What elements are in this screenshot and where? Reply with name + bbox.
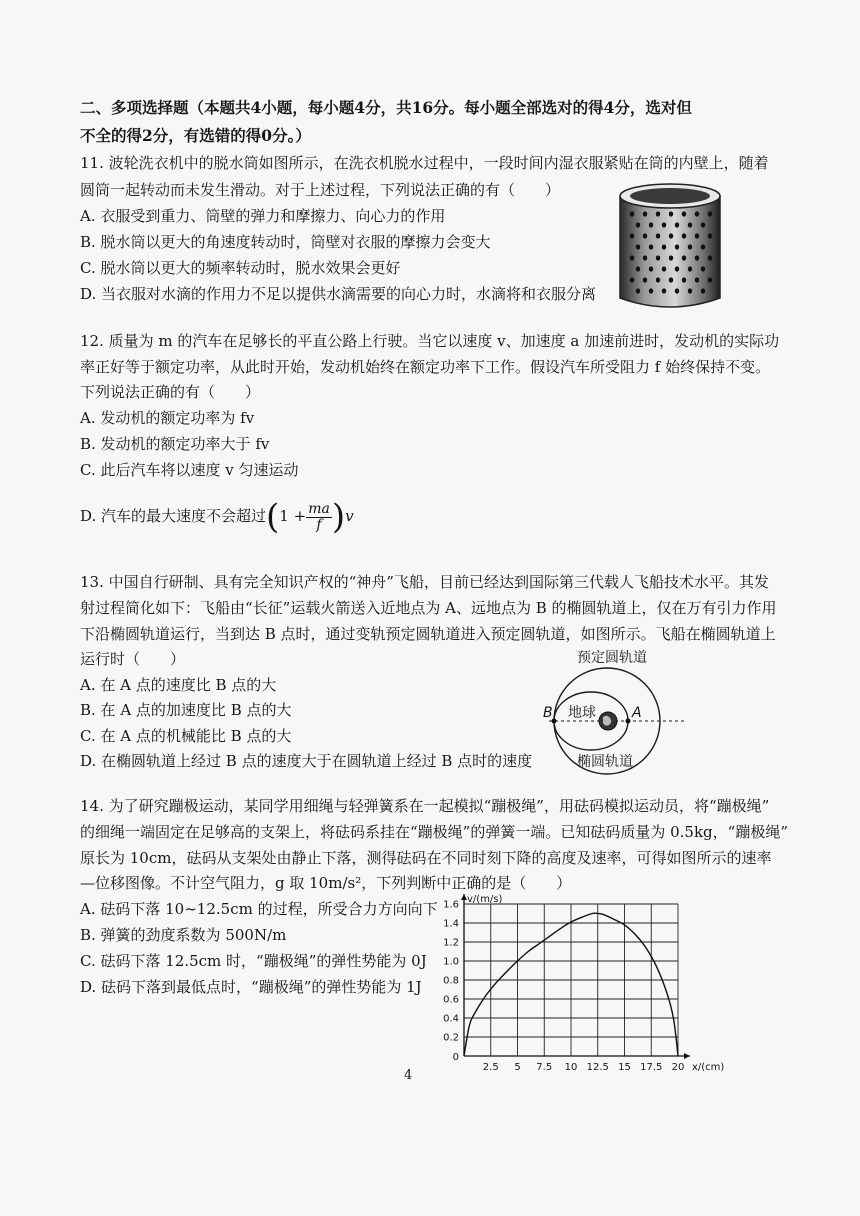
- x-tick-label: 7.5: [536, 1062, 553, 1073]
- q11-stem-line2: 圆筒一起转动而未发生滑动。对于上述过程，下列说法正确的有（ ）: [80, 181, 561, 199]
- q12-option-b: B. 发动机的额定功率大于 fv: [80, 435, 270, 453]
- q12-option-d-prefix: D. 汽车的最大速度不会超过: [80, 507, 267, 525]
- drum-hole: [688, 266, 692, 271]
- drum-hole: [656, 255, 660, 260]
- q12-stem-line1: 12. 质量为 m 的汽车在足够长的平直公路上行驶。当它以速度 v、加速度 a 加速前进时，发动机的实际功: [80, 332, 780, 350]
- q13-stem-line4: 运行时（ ）: [80, 650, 186, 668]
- x-tick-label: 10: [564, 1062, 578, 1073]
- drum-hole: [636, 266, 640, 271]
- q12-option-d-one-plus: 1 +: [279, 507, 307, 525]
- y-tick-label: 0.2: [443, 1032, 459, 1044]
- drum-hole: [701, 222, 705, 227]
- drum-hole: [675, 244, 679, 249]
- chart-axes: [461, 894, 690, 1059]
- drum-hole: [701, 244, 705, 249]
- chart-x-axis-label: x/(cm): [692, 1062, 725, 1073]
- drum-hole: [649, 222, 653, 227]
- drum-hole: [669, 255, 673, 260]
- page-number: 4: [404, 1068, 413, 1083]
- y-tick-label: 0.8: [443, 975, 459, 987]
- chart-grid: [464, 904, 678, 1056]
- drum-hole: [682, 277, 686, 282]
- fraction-numerator: ma: [308, 500, 330, 517]
- point-a-label: A: [632, 705, 642, 721]
- q14-stem-line2: 的细绳一端固定在足够高的支架上，将砝码系挂在“蹦极绳”的弹簧一端。已知砝码质量为 0.5kg，“蹦极绳”: [80, 823, 788, 841]
- drum-hole: [636, 244, 640, 249]
- drum-hole: [643, 255, 647, 260]
- drum-hole: [656, 277, 660, 282]
- drum-hole: [682, 233, 686, 238]
- q12-option-a: A. 发动机的额定功率为 fv: [80, 409, 255, 427]
- ellipse-orbit-label: 椭圆轨道: [577, 754, 633, 770]
- drum-hole: [675, 266, 679, 271]
- drum-hole: [662, 244, 666, 249]
- x-tick-label: 2.5: [482, 1062, 499, 1073]
- x-axis-arrow: [684, 1053, 690, 1059]
- drum-hole: [630, 255, 634, 260]
- drum-hole: [682, 211, 686, 216]
- origin-label: 0: [452, 1052, 459, 1063]
- drum-hole: [701, 266, 705, 271]
- q14-option-d: D. 砝码下落到最低点时，“蹦极绳”的弹性势能为 1J: [80, 978, 422, 996]
- fraction-ma-over-f: [306, 502, 332, 533]
- x-tick-label: 17.5: [640, 1062, 663, 1073]
- orbit-diagram: [535, 646, 695, 776]
- drum-hole: [695, 255, 699, 260]
- drum-hole: [675, 288, 679, 293]
- drum-hole: [695, 233, 699, 238]
- q14-stem-line3: 原长为 10cm，砝码从支架处由静止下落，测得砝码在不同时刻下降的高度及速率，可得如图所示的速率: [80, 849, 772, 867]
- q13-stem-line2: 射过程简化如下：飞船由“长征”运载火箭送入近地点为 A、远地点为 B 的椭圆轨道上，仅在万有引力作用: [80, 599, 777, 617]
- x-tick-label: 20: [671, 1062, 685, 1073]
- drum-hole: [708, 233, 712, 238]
- drum-hole: [688, 244, 692, 249]
- left-paren: (: [266, 497, 280, 537]
- drum-hole: [662, 266, 666, 271]
- y-tick-label: 1.6: [443, 899, 459, 911]
- q12-stem-line3: 下列说法正确的有（ ）: [80, 383, 261, 401]
- drum-hole: [636, 288, 640, 293]
- drum-hole: [701, 288, 705, 293]
- q11-option-c: C. 脱水筒以更大的频率转动时，脱水效果会更好: [80, 259, 401, 277]
- drum-hole: [695, 277, 699, 282]
- q13-stem-line3: 下沿椭圆轨道运行，当到达 B 点时，通过变轨预定圆轨道进入预定圆轨道，如图所示。飞船在椭圆轨道上: [80, 625, 776, 643]
- drum-hole: [649, 244, 653, 249]
- drum-hole: [669, 277, 673, 282]
- x-tick-label: 12.5: [586, 1062, 609, 1073]
- chart-y-axis-label: v/(m/s): [467, 894, 503, 905]
- q13-option-d: D. 在椭圆轨道上经过 B 点的速度大于在圆轨道上经过 B 点时的速度: [80, 752, 533, 770]
- q14-option-c: C. 砝码下落 12.5cm 时，“蹦极绳”的弹性势能为 0J: [80, 952, 427, 970]
- drum-hole: [643, 233, 647, 238]
- q13-option-c: C. 在 A 点的机械能比 B 点的大: [80, 727, 292, 745]
- drum-hole: [695, 211, 699, 216]
- q12-stem-line2: 率正好等于额定功率，从此时开始，发动机始终在额定功率下工作。假设汽车所受阻力 f 始终保持不变。: [80, 358, 771, 376]
- drum-hole: [662, 222, 666, 227]
- q12-option-d-suffix: v: [345, 507, 354, 525]
- drum-hole: [630, 233, 634, 238]
- x-tick-label: 15: [618, 1062, 631, 1073]
- q13-option-a: A. 在 A 点的速度比 B 点的大: [80, 676, 277, 694]
- y-tick-label: 1.2: [443, 937, 459, 949]
- q12-option-c: C. 此后汽车将以速度 v 匀速运动: [80, 461, 299, 479]
- drum-hole: [688, 288, 692, 293]
- drum-hole: [688, 222, 692, 227]
- section-title-line2: 不全的得2分，有选错的得0分。）: [80, 126, 311, 145]
- drum-hole: [649, 288, 653, 293]
- drum-hole: [656, 211, 660, 216]
- y-tick-label: 0.4: [443, 1013, 459, 1025]
- chart-ticks: [443, 900, 684, 1074]
- drum-hole: [662, 288, 666, 293]
- q11-option-b: B. 脱水筒以更大的角速度转动时，筒壁对衣服的摩擦力会变大: [80, 233, 491, 251]
- section-title-line1: 二、多项选择题（本题共4小题，每小题4分，共16分。每小题全部选对的得4分，选对但: [80, 98, 692, 117]
- q14-stem-line1: 14. 为了研究蹦极运动，某同学用细绳与轻弹簧系在一起模拟“蹦极绳”，用砝码模拟运动员，将“蹦极绳”: [80, 797, 770, 815]
- drum-hole: [675, 222, 679, 227]
- drum-hole: [643, 277, 647, 282]
- drum-hole: [656, 233, 660, 238]
- q12-option-d: [80, 496, 354, 536]
- y-tick-label: 1.0: [443, 956, 459, 968]
- velocity-displacement-chart: [420, 890, 730, 1075]
- q13-stem-line1: 13. 中国自行研制、具有完全知识产权的“神舟”飞船，目前已经达到国际第三代载人飞船技术水平。其发: [80, 573, 769, 591]
- q11-option-d: D. 当衣服对水滴的作用力不足以提供水滴需要的向心力时，水滴将和衣服分离: [80, 285, 597, 303]
- drum-hole: [630, 211, 634, 216]
- y-tick-label: 0.6: [443, 994, 459, 1006]
- drum-hole: [708, 255, 712, 260]
- drum-hole: [643, 211, 647, 216]
- point-b-label: B: [543, 705, 553, 721]
- drum-hole: [630, 277, 634, 282]
- point-a-dot: [626, 719, 631, 724]
- q11-option-a: A. 衣服受到重力、筒壁的弹力和摩擦力、向心力的作用: [80, 207, 446, 225]
- x-tick-label: 5: [514, 1062, 521, 1073]
- q14-option-a: A. 砝码下落 10~12.5cm 的过程，所受合力方向向下: [80, 900, 438, 918]
- drum-hole: [669, 233, 673, 238]
- q11-stem-line1: 11. 波轮洗衣机中的脱水筒如图所示，在洗衣机脱水过程中，一段时间内湿衣服紧贴在筒的内壁上，随着: [80, 154, 769, 172]
- earth-label: 地球: [568, 705, 596, 721]
- drum-hole: [682, 255, 686, 260]
- drum-hole: [708, 211, 712, 216]
- fraction-denominator: f: [316, 516, 322, 533]
- right-paren: ): [331, 497, 346, 537]
- drum-hole: [636, 222, 640, 227]
- drum-hole: [649, 266, 653, 271]
- drum-hole: [708, 277, 712, 282]
- circle-orbit-label: 预定圆轨道: [577, 650, 647, 666]
- drum-hole: [669, 211, 673, 216]
- spin-drum-figure: [612, 178, 728, 316]
- q13-option-b: B. 在 A 点的加速度比 B 点的大: [80, 701, 292, 719]
- q14-option-b: B. 弹簧的劲度系数为 500N/m: [80, 926, 287, 944]
- q14-stem-line4: —位移图像。不计空气阻力，g 取 10m/s²，下列判断中正确的是（ ）: [80, 874, 572, 892]
- y-tick-label: 1.4: [443, 918, 459, 930]
